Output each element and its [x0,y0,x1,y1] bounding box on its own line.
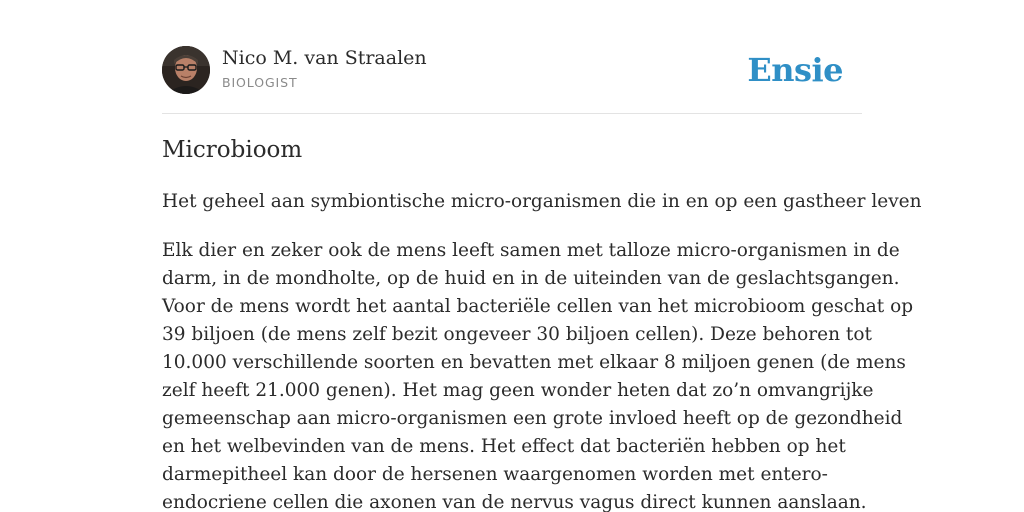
body-line: gemeenschap aan micro-organismen een grote invloed heeft op de gezondheid [162,408,903,429]
author-role: BIOLOGIST [222,75,298,90]
body-line: Voor de mens wordt het aantal bacteriële cellen van het microbioom geschat op [162,296,914,317]
body-line: zelf heeft 21.000 genen). Het mag geen wonder heten dat zo’n omvangrijke [162,380,874,401]
body-line: endocriene cellen die axonen van de nervus vagus direct kunnen aanslaan. [162,492,867,512]
person-portrait-icon [162,46,210,94]
body-line: 10.000 verschillende soorten en bevatten met elkaar 8 miljoen genen (de mens [162,352,906,373]
article-subtitle: Het geheel aan symbiontische micro-organismen die in en op een gastheer leven [162,191,922,212]
author-header [162,46,862,96]
article-body [162,237,914,512]
body-line: darmepitheel kan door de hersenen waargenomen worden met entero- [162,464,828,485]
body-line: en het welbevinden van de mens. Het effect dat bacteriën hebben op het [162,436,846,457]
author-name[interactable]: Nico M. van Straalen [222,47,427,69]
author-avatar[interactable] [162,46,210,94]
brand-logo[interactable]: Ensie [747,51,843,89]
body-line: Elk dier en zeker ook de mens leeft samen met talloze micro-organismen in de [162,240,900,261]
body-line: 39 biljoen (de mens zelf bezit ongeveer 30 biljoen cellen). Deze behoren tot [162,324,872,345]
article-title: Microbioom [162,137,303,163]
body-line: darm, in de mondholte, op de huid en in de uiteinden van de geslachtsgangen. [162,268,900,289]
header-divider [162,113,862,114]
